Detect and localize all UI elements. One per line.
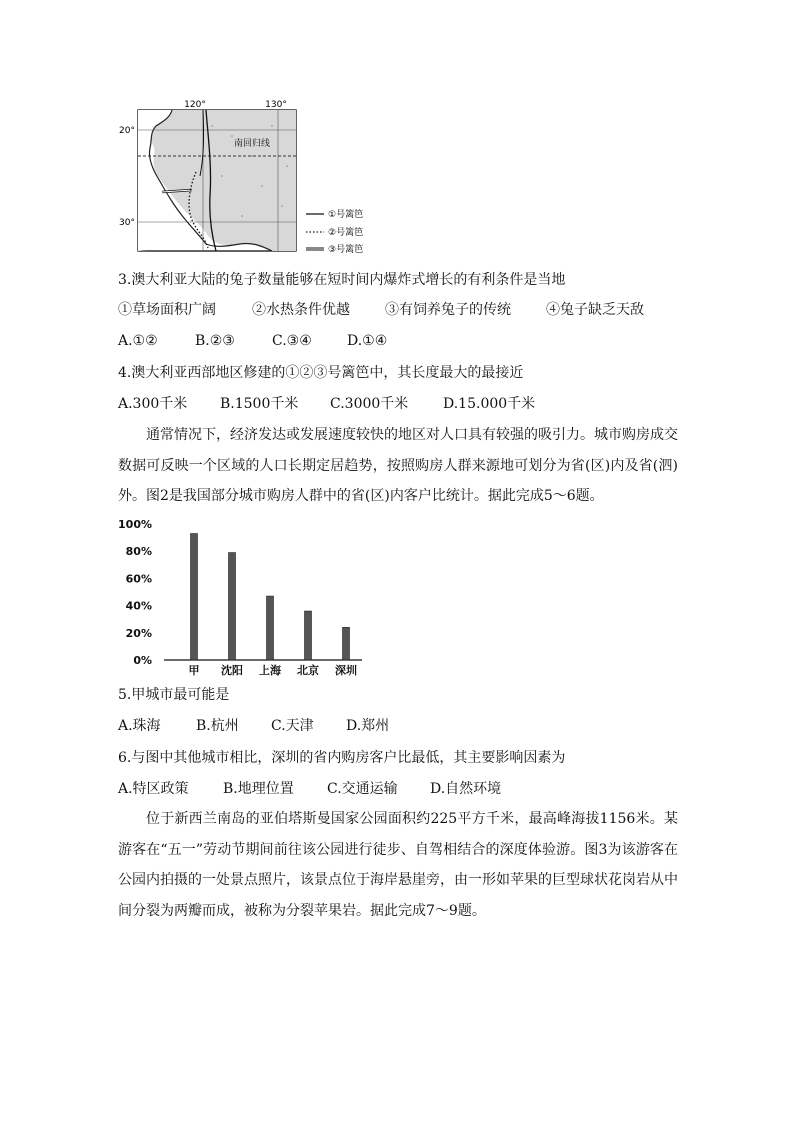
local-buyer-ratio-chart [112,514,372,678]
map-legend [306,208,363,255]
y-tick-label: 40% [125,599,152,613]
q4-stem: 4.澳大利亚西部地区修建的①②③号篱笆中，其长度最大的最接近 [118,365,524,381]
passage-housing: 通常情况下，经济发达或发展速度较快的地区对人口具有较强的吸引力。城市购房成交数据可反映一个区域的人口长期定居趋势，按照购房人群来源地可划分为省(区)内及省(泗)外。图2是我国部分城市购房人群中的省(区)内客户比统计。据此完成5～6题。 [118,427,678,504]
q5-stem: 5.甲城市最可能是 [118,687,230,703]
lat-label-20: 20° [119,126,135,136]
q5-option-b[interactable]: B.杭州 [196,718,239,734]
x-tick-label: 深圳 [335,664,357,677]
bar-沈阳 [229,553,236,660]
q3-option-d[interactable]: D.①④ [347,333,388,349]
lon-label-130: 130° [265,100,287,110]
q3-item-2: ②水热条件优越 [252,302,350,318]
q4-options [118,394,535,414]
y-tick-label: 100% [118,518,152,531]
q4-option-d[interactable]: D.15.000千米 [443,396,536,412]
legend-label-2: ②号篱笆 [328,228,364,238]
q3-options [118,331,387,351]
y-tick-label: 60% [125,572,152,586]
q6-options [118,779,501,799]
q3-item-3: ③有饲养兔子的传统 [385,302,511,318]
q3-option-a[interactable]: A.①② [118,333,158,349]
q3-item-1: ①草场面积广阔 [118,302,216,318]
x-tick-label: 甲 [188,664,200,677]
q5-option-d[interactable]: D.郑州 [346,718,390,734]
q4-option-b[interactable]: B.1500千米 [220,396,299,412]
y-tick-label: 20% [125,626,152,640]
lat-label-30: 30° [119,218,135,228]
q5-options [118,716,389,736]
q6-option-a[interactable]: A.特区政策 [118,781,189,797]
q6-option-d[interactable]: D.自然环境 [430,781,502,797]
y-tick-label: 80% [125,545,152,559]
q4-option-a[interactable]: A.300千米 [118,396,188,412]
x-tick-label: 上海 [259,664,281,677]
q6-option-c[interactable]: C.交通运输 [327,781,398,797]
bar-北京 [305,611,312,660]
q3-items [118,300,644,320]
rabbit-fence-map [112,96,422,260]
q6-option-b[interactable]: B.地理位置 [223,781,294,797]
bar-深圳 [343,627,350,660]
q3-option-c[interactable]: C.③④ [272,333,312,349]
q3-item-4: ④兔子缺乏天敌 [546,302,644,318]
x-tick-label: 沈阳 [221,664,243,677]
q3-option-b[interactable]: B.②③ [195,333,235,349]
q5-option-a[interactable]: A.珠海 [118,718,161,734]
bar-上海 [267,596,274,660]
lon-label-120: 120° [184,100,206,110]
bar-甲 [191,534,198,660]
q5-option-c[interactable]: C.天津 [271,718,314,734]
q4-option-c[interactable]: C.3000千米 [330,396,409,412]
legend-label-1: ①号篱笆 [328,210,364,220]
q6-stem: 6.与图中其他城市相比，深圳的省内购房客户比最低，其主要影响因素为 [118,750,566,766]
passage-abel-tasman: 位于新西兰南岛的亚伯塔斯曼国家公园面积约225平方千米，最高峰海拔1156米。某游客在“五一”劳动节期间前往该公园进行徒步、自驾相结合的深度体验游。图3为该游客在公园内拍摄的一处景点照片，该景点位于海岸悬崖旁，由一形如苹果的巨型球状花岗岩从中间分裂为两瓣而成，被称为分裂苹果岩。据此完成7～9题。 [118,811,678,919]
q3-stem: 3.澳大利亚大陆的兔子数量能够在短时间内爆炸式增长的有利条件是当地 [118,272,566,288]
y-tick-label: 0% [133,654,152,667]
tropic-label: 南回归线 [233,139,271,149]
legend-label-3: ③号篱笆 [328,245,364,255]
x-tick-label: 北京 [297,664,319,677]
